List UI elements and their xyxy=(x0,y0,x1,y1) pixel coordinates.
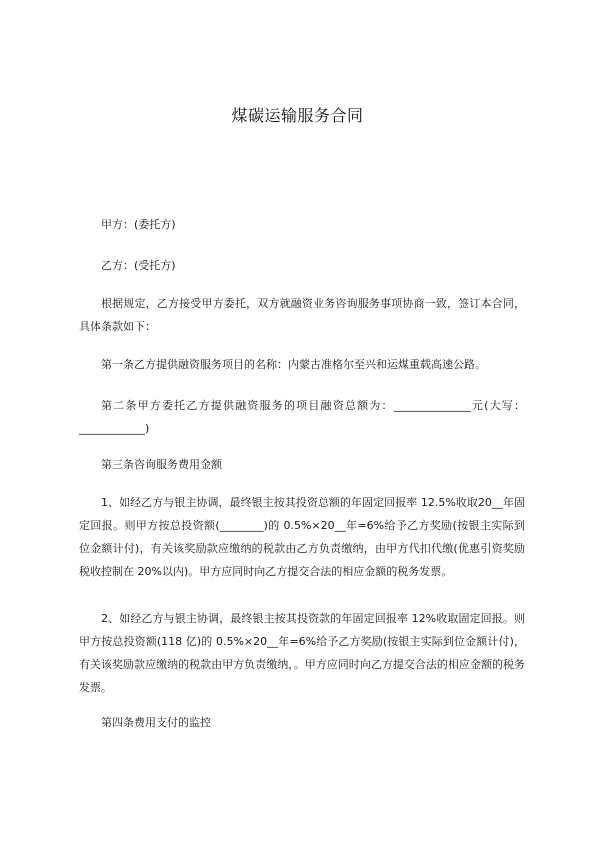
article-1: 第一条乙方提供融资服务项目的名称：内蒙古准格尔至兴和运煤重载高速公路。 xyxy=(101,358,486,371)
document-title: 煤碳运输服务合同 xyxy=(231,106,364,125)
article-4-heading: 第四条费用支付的监控 xyxy=(101,716,211,729)
intro-paragraph: 根据规定，乙方接受甲方委托，双方就融资业务咨询服务事项协商一致，签订本合同，具体条款如下： xyxy=(79,297,525,333)
party-b-line: 乙方：(受托方) xyxy=(101,259,176,272)
article-3-item-1: 1、如经乙方与银主协调，最终银主按其投资总额的年固定回报率 12.5%收取20__年固定回报。则甲方按总投资额(________)的 0.5%×20__年=6%给予乙方奖励(按银主实际到位金额计付)，有关该奖励款应缴纳的税款由乙方负责缴纳，由甲方代扣代缴(优惠引资奖励税收控制在 20%以内)。甲方应同时向乙方提交合法的相应金额的税务发票。 xyxy=(79,496,525,578)
article-3-item-2: 2、如经乙方与银主协调，最终银主按其投资款的年固定回报率 12%收取固定回报。则甲方按总投资额(118 亿)的 0.5%×20__年=6%给予乙方奖励(按银主实际到位金额计付)，有关该奖励款应缴纳的税款由甲方负责缴纳，。甲方应同时向乙方提交合法的相应金额的税务发票。 xyxy=(79,612,525,694)
article-3-heading: 第三条咨询服务费用金额 xyxy=(101,458,222,471)
party-a-line: 甲方：(委托方) xyxy=(101,218,176,231)
article-2: 第二条甲方委托乙方提供融资服务的项目融资总额为：______________元(大写：____________) xyxy=(79,399,525,435)
